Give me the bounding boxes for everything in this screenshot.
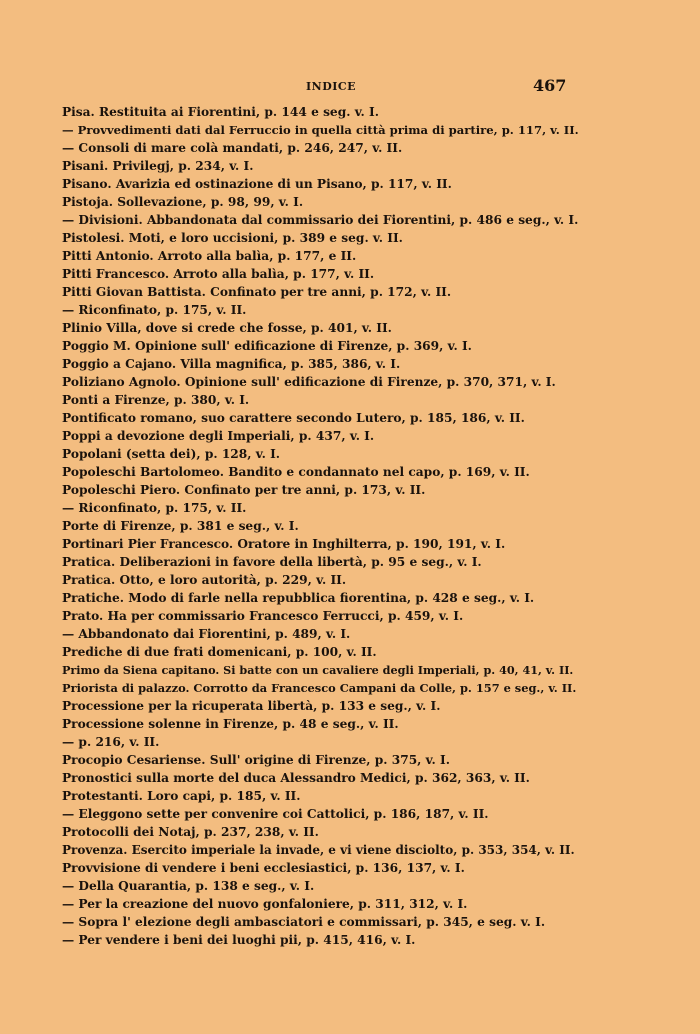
index-entry: Popolani (setta dei), p. 128, v. I.	[62, 447, 281, 461]
index-entry: Protocolli dei Notaj, p. 237, 238, v. II.	[62, 825, 319, 839]
index-entry: — p. 216, v. II.	[62, 735, 160, 749]
running-title: INDICE	[306, 80, 357, 93]
index-entry: Poppi a devozione degli Imperiali, p. 437, v. I.	[62, 429, 375, 443]
index-entry: — Provvedimenti dati dal Ferruccio in quella città prima di partire, p. 117, v. II.	[62, 123, 579, 137]
index-entry: Provenza. Esercito imperiale la invade, e vi viene disciolto, p. 353, 354, v. II.	[62, 843, 575, 857]
index-entry: Plinio Villa, dove si crede che fosse, p. 401, v. II.	[62, 321, 392, 335]
index-entry: Pistoja. Sollevazione, p. 98, 99, v. I.	[62, 195, 304, 209]
index-entry: — Riconfinato, p. 175, v. II.	[62, 501, 247, 515]
index-entry: Protestanti. Loro capi, p. 185, v. II.	[62, 789, 301, 803]
index-entry: — Sopra l' elezione degli ambasciatori e commissari, p. 345, e seg. v. I.	[62, 915, 546, 929]
index-entry: Pontificato romano, suo carattere secondo Lutero, p. 185, 186, v. II.	[62, 411, 525, 425]
index-entry: Primo da Siena capitano. Si batte con un cavaliere degli Imperiali, p. 40, 41, v. II.	[62, 663, 574, 677]
index-entry: Pronostici sulla morte del duca Alessandro Medici, p. 362, 363, v. II.	[62, 771, 530, 785]
index-entry: Prato. Ha per commissario Francesco Ferrucci, p. 459, v. I.	[62, 609, 464, 623]
index-entry: Poliziano Agnolo. Opinione sull' edificazione di Firenze, p. 370, 371, v. I.	[62, 375, 556, 389]
index-entry: Processione solenne in Firenze, p. 48 e seg., v. II.	[62, 717, 399, 731]
index-entry: Processione per la ricuperata libertà, p. 133 e seg., v. I.	[62, 699, 441, 713]
index-entry: — Abbandonato dai Fiorentini, p. 489, v. I.	[62, 627, 351, 641]
index-entry: Poggio a Cajano. Villa magnifica, p. 385, 386, v. I.	[62, 357, 401, 371]
index-entry: Popoleschi Piero. Confinato per tre anni, p. 173, v. II.	[62, 483, 426, 497]
index-entry: Popoleschi Bartolomeo. Bandito e condannato nel capo, p. 169, v. II.	[62, 465, 530, 479]
index-entry: Pitti Giovan Battista. Confinato per tre anni, p. 172, v. II.	[62, 285, 452, 299]
index-entry: — Eleggono sette per convenire coi Cattolici, p. 186, 187, v. II.	[62, 807, 489, 821]
index-entry: Pratiche. Modo di farle nella repubblica fiorentina, p. 428 e seg., v. I.	[62, 591, 535, 605]
index-entry: — Della Quarantia, p. 138 e seg., v. I.	[62, 879, 315, 893]
index-entry: Pratica. Deliberazioni in favore della libertà, p. 95 e seg., v. I.	[62, 555, 482, 569]
index-entry: Porte di Firenze, p. 381 e seg., v. I.	[62, 519, 299, 533]
index-entry: Procopio Cesariense. Sull' origine di Firenze, p. 375, v. I.	[62, 753, 450, 767]
index-entry: Pisa. Restituita ai Fiorentini, p. 144 e seg. v. I.	[62, 105, 379, 119]
index-entry: Priorista di palazzo. Corrotto da Francesco Campani da Colle, p. 157 e seg., v. II.	[62, 681, 577, 695]
index-entry: — Divisioni. Abbandonata dal commissario dei Fiorentini, p. 486 e seg., v. I.	[62, 213, 579, 227]
index-entry: Poggio M. Opinione sull' edificazione di Firenze, p. 369, v. I.	[62, 339, 472, 353]
index-entry: Portinari Pier Francesco. Oratore in Inghilterra, p. 190, 191, v. I.	[62, 537, 506, 551]
index-entry: Pistolesi. Moti, e loro uccisioni, p. 389 e seg. v. II.	[62, 231, 403, 245]
index-entry: Pitti Francesco. Arroto alla balìa, p. 177, v. II.	[62, 267, 375, 281]
index-entry: Prediche di due frati domenicani, p. 100, v. II.	[62, 645, 377, 659]
index-entry: Pisani. Privilegj, p. 234, v. I.	[62, 159, 254, 173]
index-entry: Pisano. Avarizia ed ostinazione di un Pisano, p. 117, v. II.	[62, 177, 452, 191]
page-number: 467	[533, 76, 567, 95]
index-entry: — Per vendere i beni dei luoghi pii, p. 415, 416, v. I.	[62, 933, 416, 947]
page-header	[0, 76, 700, 98]
index-entries	[62, 103, 582, 949]
index-entry: — Consoli di mare colà mandati, p. 246, 247, v. II.	[62, 141, 403, 155]
index-entry: Provvisione di vendere i beni ecclesiastici, p. 136, 137, v. I.	[62, 861, 465, 875]
index-entry: Pratica. Otto, e loro autorità, p. 229, v. II.	[62, 573, 347, 587]
index-entry: Ponti a Firenze, p. 380, v. I.	[62, 393, 250, 407]
index-entry: — Per la creazione del nuovo gonfaloniere, p. 311, 312, v. I.	[62, 897, 468, 911]
index-entry: Pitti Antonio. Arroto alla balìa, p. 177, e II.	[62, 249, 357, 263]
index-entry: — Riconfinato, p. 175, v. II.	[62, 303, 247, 317]
